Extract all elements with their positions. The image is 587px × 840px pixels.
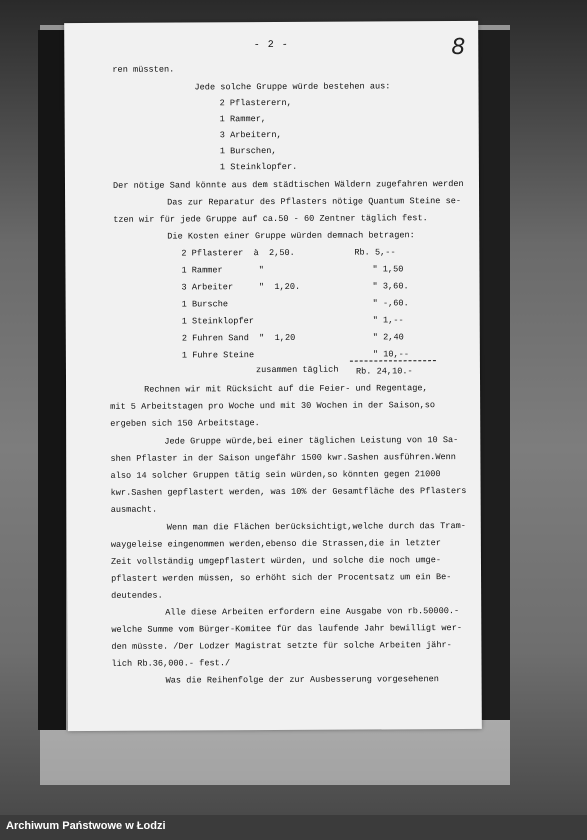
cost-amount: " -,60. <box>372 298 409 309</box>
left-shadow-strip <box>38 30 66 730</box>
cost-item: 2 Fuhren Sand " 1,20 <box>181 332 296 344</box>
text-line: Zeit vollständig umgepflastert würden, und solche die noch umge- <box>110 555 442 567</box>
cost-amount: " 2,40 <box>372 332 404 343</box>
text-line: shen Pflaster in der Saison ungefähr 1500 kwr.Sashen ausführen.Wenn <box>110 452 456 464</box>
text-line: den müsste. /Der Lodzer Magistrat setzte für solche Arbeiten jähr- <box>111 640 452 652</box>
page-number: - 2 - <box>253 39 289 52</box>
text-line: Der nötige Sand könnte aus dem städtischen Wäldern zugefahren werden <box>112 178 464 191</box>
right-shadow-strip <box>478 30 510 720</box>
cost-amount: " 10,-- <box>372 349 410 360</box>
cost-item: 1 Rammer " <box>181 265 264 276</box>
text-line: Was die Reihenfolge der zur Ausbesserung vorgesehenen <box>165 674 439 686</box>
text-line: Jede solche Gruppe würde bestehen aus: <box>194 81 391 93</box>
total-amount: Rb. 24,10.- <box>355 366 413 377</box>
text-line: 1 Steinklopfer. <box>219 161 298 173</box>
cost-item: 2 Pflasterer à 2,50. <box>181 247 295 259</box>
text-line: deutendes. <box>111 590 163 601</box>
text-line: 3 Arbeitern, <box>219 129 282 141</box>
text-line: kwr.Sashen gepflastert werden, was 10% der Gesamtfläche des Pflasters <box>110 485 467 498</box>
text-line: 1 Rammer, <box>219 114 267 125</box>
text-line: Das zur Reparatur des Pflasters nötige Quantum Steine se- <box>167 196 462 208</box>
text-line: Jede Gruppe würde,bei einer täglichen Leistung von 10 Sa- <box>164 435 459 447</box>
text-line: lich Rb.36,000.- fest./ <box>111 658 231 669</box>
cost-amount: " 3,60. <box>372 281 409 292</box>
folio-number: 8 <box>451 34 466 61</box>
cost-item: 1 Fuhre Steine <box>181 350 255 361</box>
sum-divider <box>350 360 436 361</box>
text-line: also 14 solcher Gruppen tätig sein würden,so könnten gegen 21000 <box>110 469 441 481</box>
total-label: zusammen täglich <box>255 364 339 376</box>
text-line: pflastert werden müssen, so erhöht sich der Procentsatz um ein Be- <box>111 572 452 584</box>
cost-amount: " 1,50 <box>372 264 404 275</box>
text-line: tzen wir für jede Gruppe auf ca.50 - 60 Zentner täglich fest. <box>113 213 428 225</box>
text-line: Rechnen wir mit Rücksicht auf die Feier- und Regentage, <box>144 383 428 395</box>
text-line: ergeben sich 150 Arbeitstage. <box>110 418 260 429</box>
text-line: Alle diese Arbeiten erfordern eine Ausgabe von rb.50000.- <box>165 606 460 618</box>
text-line: ren müssten. <box>112 64 175 75</box>
text-line: Die Kosten einer Gruppe würden demnach betragen: <box>167 230 415 242</box>
text-line: 2 Pflasterern, <box>219 97 292 109</box>
cost-amount: " 1,-- <box>372 315 404 326</box>
cost-item: 3 Arbeiter " 1,20. <box>181 281 301 293</box>
text-line: waygeleise eingenommen werden,ebenso die Strassen,die in letzter <box>110 538 441 550</box>
text-line: ausmacht. <box>110 504 158 515</box>
text-line: 1 Burschen, <box>219 145 277 157</box>
document-page <box>64 21 482 731</box>
cost-item: 1 Bursche <box>181 299 229 310</box>
archive-footer <box>0 815 587 840</box>
text-line: Wenn man die Flächen berücksichtigt,welche durch das Tram- <box>166 520 466 533</box>
text-line: mit 5 Arbeitstagen pro Woche und mit 30 Wochen in der Saison,so <box>110 400 436 412</box>
text-line: welche Summe vom Bürger-Komitee für das laufende Jahr bewilligt wer- <box>111 623 463 635</box>
cost-item: 1 Steinklopfer <box>181 316 254 327</box>
archive-label: Archiwum Państwowe w Łodzi <box>6 820 166 832</box>
cost-amount: Rb. 5,-- <box>354 247 396 258</box>
